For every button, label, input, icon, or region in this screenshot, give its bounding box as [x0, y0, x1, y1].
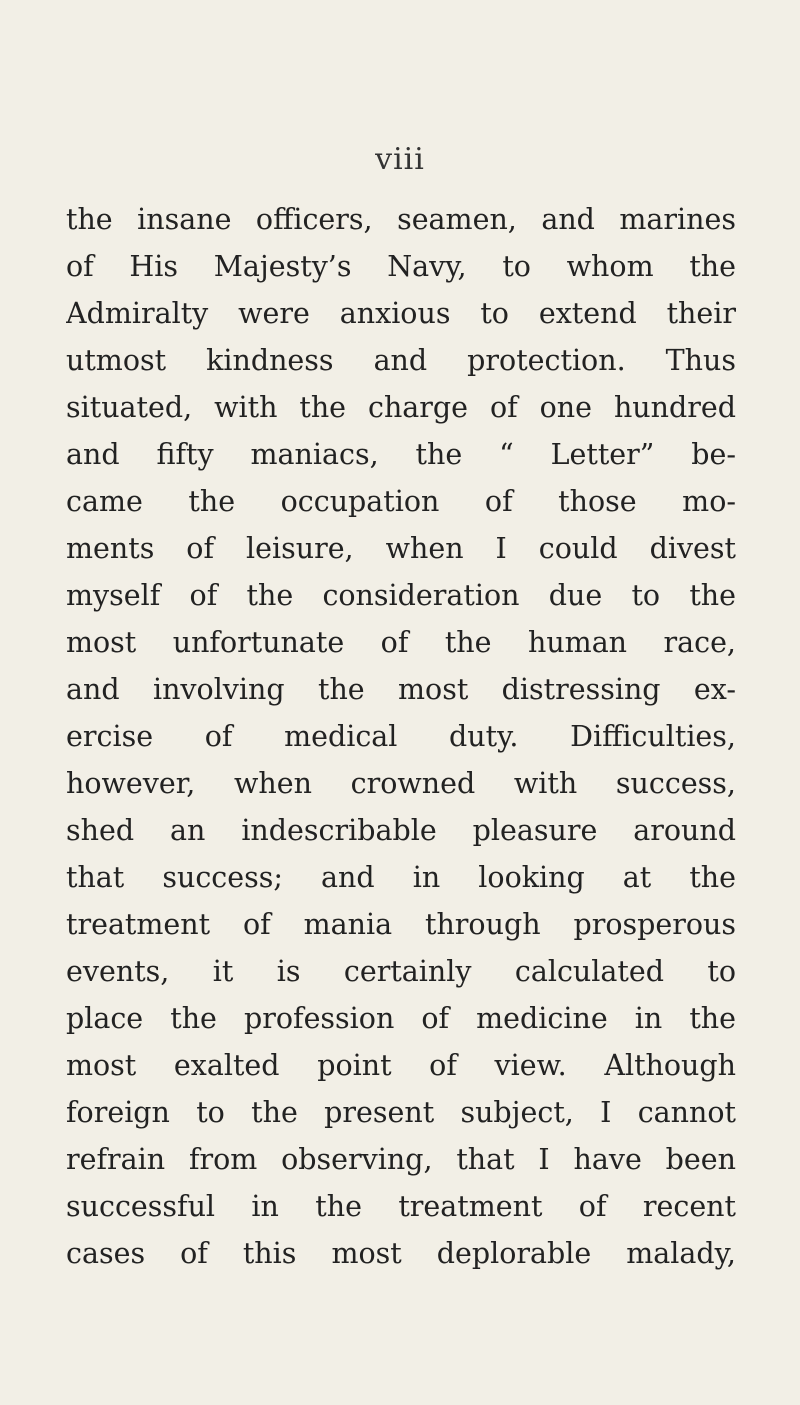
- text-line-15: that success; and in looking at the: [66, 861, 736, 894]
- text-line-1: the insane officers, seamen, and marines: [66, 203, 736, 236]
- text-line-9: myself of the consideration due to the: [66, 579, 736, 612]
- text-line-20: foreign to the present subject, I cannot: [66, 1096, 736, 1129]
- body-text: [66, 196, 736, 1277]
- page-number: viii: [375, 142, 425, 177]
- text-line-7: came the occupation of those mo-: [66, 485, 736, 518]
- text-line-22: successful in the treatment of recent: [66, 1190, 736, 1223]
- text-line-3: Admiralty were anxious to extend their: [66, 297, 736, 330]
- text-line-10: most unfortunate of the human race,: [66, 626, 736, 659]
- text-line-6: and fifty maniacs, the “ Letter” be-: [66, 438, 736, 471]
- text-line-19: most exalted point of view. Although: [66, 1049, 736, 1082]
- text-line-5: situated, with the charge of one hundred: [66, 391, 736, 424]
- text-line-16: treatment of mania through prosperous: [66, 908, 736, 941]
- text-line-8: ments of leisure, when I could divest: [66, 532, 736, 565]
- text-line-21: refrain from observing, that I have been: [66, 1143, 736, 1176]
- text-line-17: events, it is certainly calculated to: [66, 955, 736, 988]
- text-line-23: cases of this most deplorable malady,: [66, 1237, 736, 1270]
- text-line-2: of His Majesty’s Navy, to whom the: [66, 250, 736, 283]
- text-line-18: place the profession of medicine in the: [66, 1002, 736, 1035]
- text-line-4: utmost kindness and protection. Thus: [66, 344, 736, 377]
- text-line-13: however, when crowned with success,: [66, 767, 736, 800]
- text-line-12: ercise of medical duty. Difficulties,: [66, 720, 736, 753]
- text-line-14: shed an indescribable pleasure around: [66, 814, 736, 847]
- text-line-11: and involving the most distressing ex-: [66, 673, 736, 706]
